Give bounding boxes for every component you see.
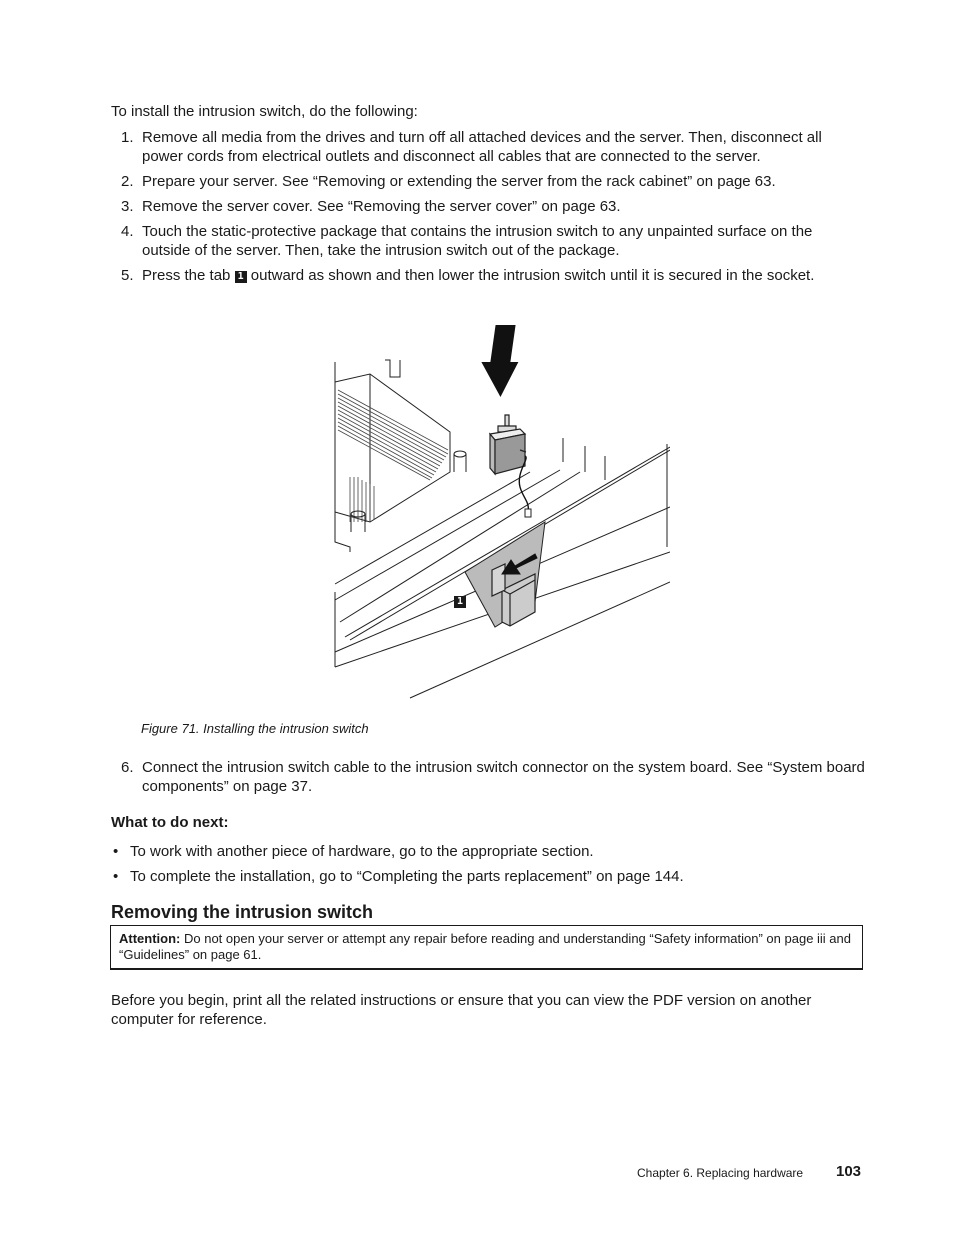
step-number: 3. — [121, 198, 134, 215]
step-number: 4. — [121, 223, 134, 240]
what-to-do-next-heading: What to do next: — [111, 814, 229, 831]
attention-label: Attention: — [119, 931, 181, 946]
step-text: Connect the intrusion switch cable to the intrusion switch connector on the system board. See “System board components” on page 37. — [142, 759, 865, 795]
footer-chapter: Chapter 6. Replacing hardware — [637, 1166, 804, 1180]
list-item — [111, 867, 863, 886]
attention-notice — [110, 925, 863, 970]
attention-text: Do not open your server or attempt any repair before reading and understanding “Safety information” on page iii and “Guidelines” on page 61. — [119, 931, 851, 962]
bullet-text: To work with another piece of hardware, go to the appropriate section. — [130, 843, 594, 860]
step-item — [111, 172, 863, 191]
step-item — [111, 197, 863, 216]
before-you-begin-text: Before you begin, print all the related instructions or ensure that you can view the PDF version on another computer for reference. — [111, 992, 812, 1028]
list-item — [111, 842, 863, 861]
step-number: 6. — [121, 759, 134, 776]
step-item — [111, 758, 894, 796]
figure-illustration — [330, 322, 670, 700]
step-text-after: outward as shown and then lower the intrusion switch until it is secured in the socket. — [246, 267, 815, 284]
bullet-icon: • — [113, 843, 119, 860]
step-item — [111, 222, 863, 260]
step-item — [111, 266, 863, 285]
install-steps — [111, 128, 863, 285]
intrusion-switch-figure — [330, 322, 670, 700]
step-text: Remove all media from the drives and turn off all attached devices and the server. Then, disconnect all power cords from electrical outlets and disconnect all cables that are connected to the server. — [142, 129, 822, 165]
step-text: Touch the static-protective package that contains the intrusion switch to any unpainted surface on the outside of the server. Then, take the intrusion switch out of the package. — [142, 223, 813, 259]
step-text: Prepare your server. See “Removing or extending the server from the rack cabinet” on page 63. — [142, 173, 776, 190]
step-number: 1. — [121, 129, 134, 146]
step-number: 2. — [121, 173, 134, 190]
bullet-text: To complete the installation, go to “Completing the parts replacement” on page 144. — [130, 868, 684, 885]
step-number: 5. — [121, 267, 134, 284]
next-steps-list — [111, 842, 863, 892]
step-text-before: Press the tab — [142, 267, 235, 284]
page-number: 103 — [836, 1163, 862, 1180]
figure-callout-badge: 1 — [454, 596, 466, 608]
figure-caption: Figure 71. Installing the intrusion switch — [141, 721, 369, 736]
step-text: Remove the server cover. See “Removing the server cover” on page 63. — [142, 198, 621, 215]
intro-text: To install the intrusion switch, do the following: — [111, 103, 418, 120]
callout-badge: 1 — [235, 271, 247, 283]
section-title: Removing the intrusion switch — [111, 902, 374, 922]
bullet-icon: • — [113, 868, 119, 885]
step-item — [111, 128, 863, 166]
